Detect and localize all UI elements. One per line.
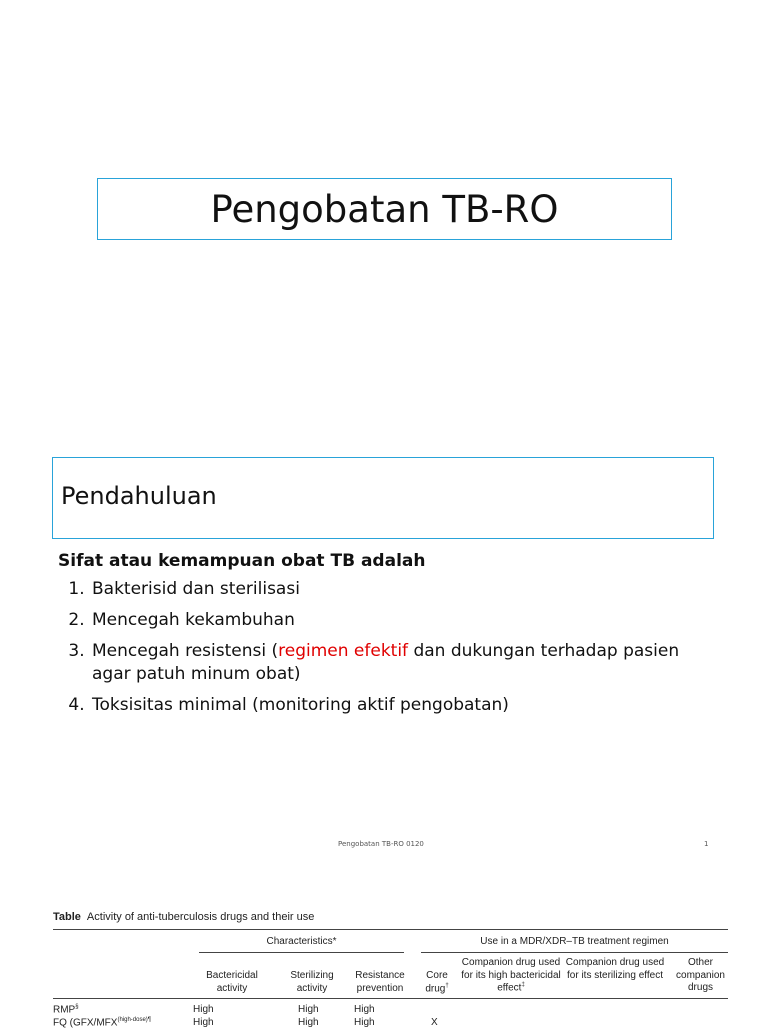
group-rule-characteristics: [199, 952, 404, 953]
row-bactericidal: High: [193, 1017, 214, 1028]
group-header-characteristics: Characteristics*: [266, 936, 337, 947]
list-item: [90, 640, 698, 686]
content-lead: Sifat atau kemampuan obat TB adalah: [58, 551, 426, 571]
table-label: Table: [53, 911, 81, 923]
group-header-use: Use in a MDR/XDR–TB treatment regimen: [480, 936, 669, 947]
highlight-text: regimen efektif: [278, 640, 409, 661]
col-companion-bactericidal-text: Companion drug used for its high bactericidal effect: [461, 957, 561, 994]
row-resistance: High: [354, 1017, 375, 1028]
col-resistance: Resistance prevention: [355, 970, 405, 994]
col-core-text: Core drug: [425, 970, 448, 994]
row-drug-sup: §: [75, 1004, 79, 1010]
group-rule-use: [421, 952, 728, 953]
row-drug-name: [53, 1004, 79, 1015]
table-top-rule: [53, 929, 728, 930]
row-drug-text: FQ (GFX/MFX: [53, 1017, 118, 1028]
section-heading: Pendahuluan: [61, 482, 217, 510]
row-sterilizing: High: [298, 1004, 319, 1015]
table-header-rule: [53, 998, 728, 999]
list-item-text: Bakterisid dan sterilisasi: [92, 578, 300, 599]
list-item: [90, 609, 698, 632]
slide-content: [58, 550, 698, 725]
row-drug-sup: (high-dose)¶: [117, 1017, 152, 1023]
row-bactericidal: High: [193, 1004, 214, 1015]
list-item-text: Mencegah kekambuhan: [92, 609, 295, 630]
col-bactericidal: Bactericidal activity: [206, 970, 258, 994]
col-companion-bactericidal-sup: ‡: [521, 982, 525, 988]
table-caption: [53, 911, 314, 923]
list-item: [90, 578, 698, 601]
col-companion-bactericidal: [461, 957, 561, 995]
col-sterilizing: Sterilizing activity: [290, 970, 334, 994]
section-heading-box: [52, 457, 714, 539]
col-companion-sterilizing: Companion drug used for its sterilizing effect: [565, 957, 665, 981]
col-core-sup: †: [445, 982, 449, 989]
col-other-companion: Other companion drugs: [676, 957, 725, 993]
row-drug-text: RMP: [53, 1004, 76, 1016]
col-core: [418, 970, 456, 995]
list-item-text-pre: Mencegah resistensi (: [92, 640, 279, 661]
row-resistance: High: [354, 1004, 375, 1015]
row-sterilizing: High: [298, 1017, 319, 1028]
slide-title: Pengobatan TB-RO: [210, 187, 559, 231]
drug-activity-table: [53, 903, 733, 1028]
slide-footer: Pengobatan TB-RO 0120: [338, 840, 424, 848]
slide-title-box: [97, 178, 672, 240]
properties-list: [58, 578, 698, 717]
list-item-text-post: dan dukungan terhadap pasien agar patuh minum obat): [92, 640, 680, 684]
list-item-text: Toksisitas minimal (monitoring aktif pengobatan): [92, 694, 509, 715]
page-number: 1: [704, 840, 709, 848]
list-item: [90, 694, 698, 717]
row-drug-name: [53, 1017, 151, 1028]
table-caption-text: Activity of anti-tuberculosis drugs and their use: [86, 911, 315, 923]
row-core: X: [431, 1017, 438, 1028]
